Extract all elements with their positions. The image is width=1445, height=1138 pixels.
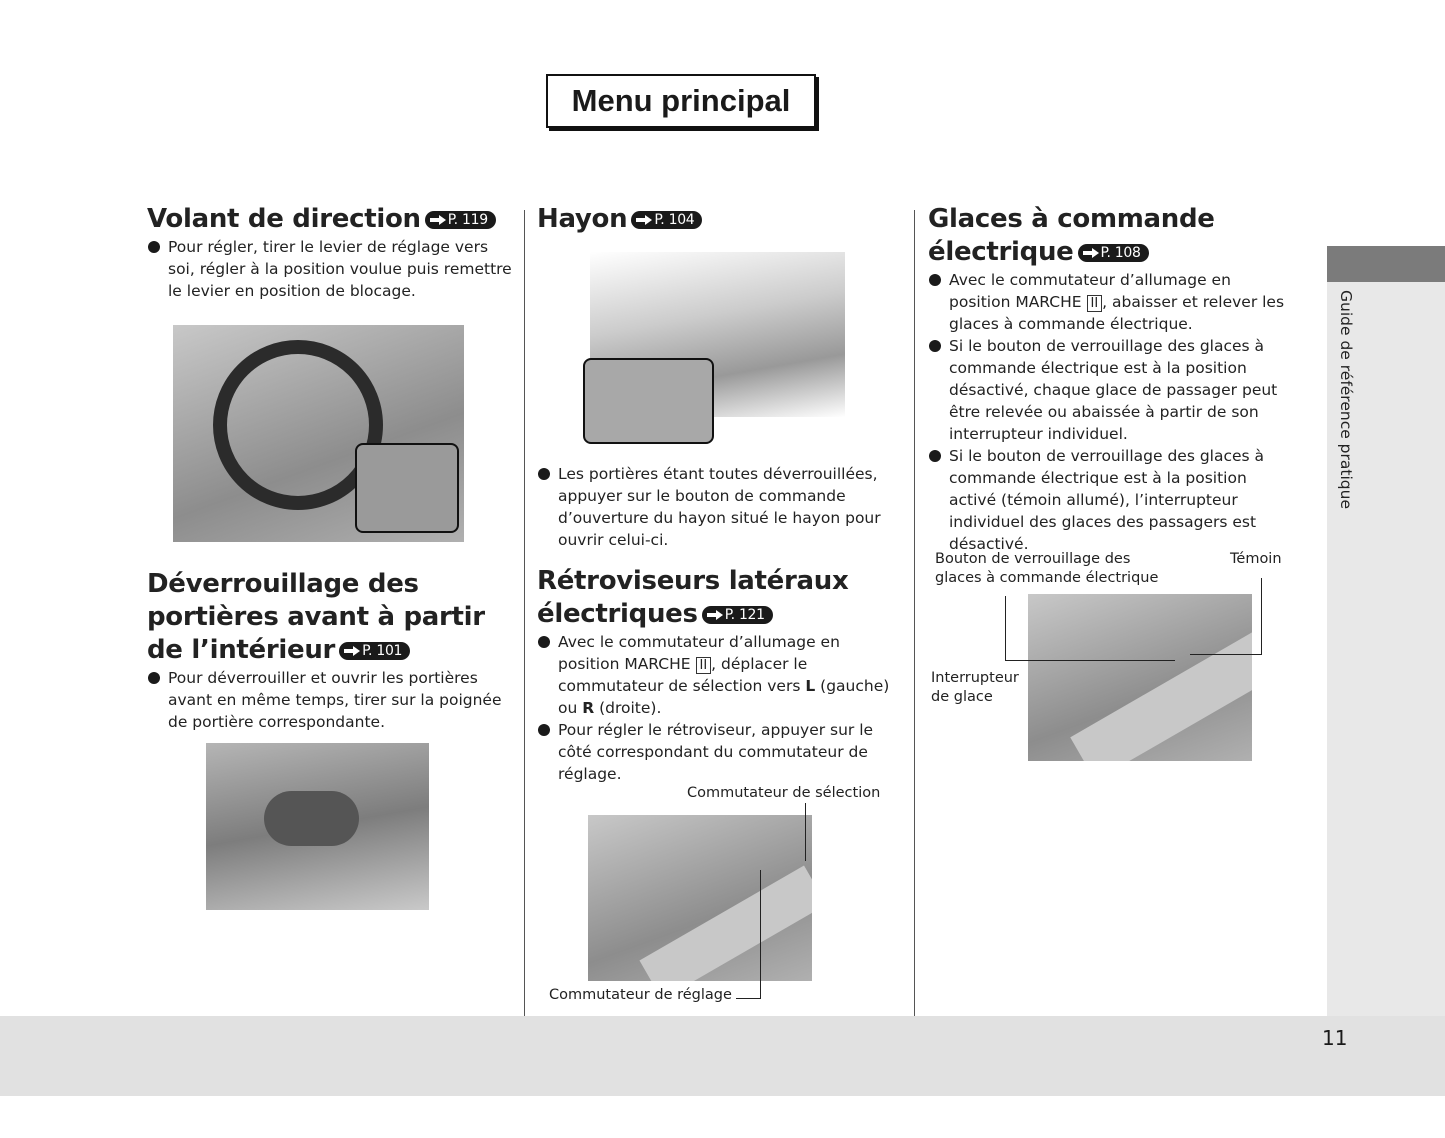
bullet: Avec le commutateur d’allumage en position MARCHE II , abaisser et relever les glaces à commande électrique. (928, 269, 1293, 335)
section-volant (147, 203, 512, 302)
page-ref-link[interactable]: P. 108 (1078, 244, 1149, 262)
arrow-right-icon (430, 215, 446, 225)
caption-selection: Commutateur de sélection (687, 785, 881, 801)
bullet: Pour régler, tirer le levier de réglage vers soi, régler à la position voulue puis remettre le levier en position de blocage. (147, 236, 512, 302)
caption-indicator: Témoin (1230, 551, 1282, 567)
side-tab-marker (1327, 246, 1445, 282)
arrow-right-icon (344, 646, 360, 656)
bullet: Avec le commutateur d’allumage en position MARCHE II , déplacer le commutateur de sélection vers L (gauche) ou R (droite). (537, 631, 902, 719)
mirror-switch-image (588, 815, 812, 981)
page-ref-link[interactable]: P. 119 (425, 211, 496, 229)
section-deverrouillage (147, 568, 512, 733)
arrow-right-icon (636, 215, 652, 225)
side-tab-label: Guide de référence pratique (1337, 290, 1355, 509)
bullet: Les portières étant toutes déverrouillées, appuyer sur le bouton de commande d’ouverture du hayon situé le hayon pour ouvrir celui-ci. (537, 463, 902, 551)
tailgate-button-inset (583, 358, 714, 444)
arrow-right-icon (1083, 248, 1099, 258)
section-title: Hayon (537, 204, 628, 234)
column-divider (914, 210, 915, 1016)
page-title: Menu principal (546, 74, 816, 128)
caption-reglage: Commutateur de réglage (549, 987, 732, 1003)
caption-window-switch: Interrupteur de glace (931, 670, 1019, 705)
bullet: Pour déverrouiller et ouvrir les portières avant en même temps, tirer sur la poignée de portière correspondante. (147, 667, 512, 733)
bullet: Pour régler le rétroviseur, appuyer sur le côté correspondant du commutateur de réglage. (537, 719, 902, 785)
section-title: Déverrouillage des portières avant à partir de l’intérieur (147, 569, 485, 665)
section-glaces (928, 203, 1293, 555)
section-hayon-bullets (537, 463, 902, 551)
arrow-right-icon (707, 610, 723, 620)
page-ref-link[interactable]: P. 104 (631, 211, 702, 229)
page-ref-link[interactable]: P. 121 (702, 606, 773, 624)
section-hayon (537, 203, 902, 236)
column-divider (524, 210, 525, 1016)
page-ref-link[interactable]: P. 101 (339, 642, 410, 660)
section-title: Rétroviseurs latéraux électriques (537, 566, 849, 629)
bullet: Si le bouton de verrouillage des glaces à commande électrique est à la position désactivé, chaque glace de passager peut être relevée ou abaissée à partir de son interrupteur individuel. (928, 335, 1293, 445)
page-number: 11 (1322, 1026, 1348, 1050)
caption-lock-button: Bouton de verrouillage des glaces à commande électrique (935, 551, 1159, 586)
steering-wheel-image (173, 325, 464, 542)
section-retroviseurs (537, 565, 902, 785)
bullet: Si le bouton de verrouillage des glaces à commande électrique est à la position activé (témoin allumé), l’interrupteur individuel des glaces des passagers est désactivé. (928, 445, 1293, 555)
footer-band (0, 1016, 1445, 1096)
section-title: Volant de direction (147, 204, 421, 234)
section-title: Glaces à commande électrique (928, 204, 1215, 267)
door-handle-image (206, 743, 429, 910)
window-switch-image (1028, 594, 1252, 761)
